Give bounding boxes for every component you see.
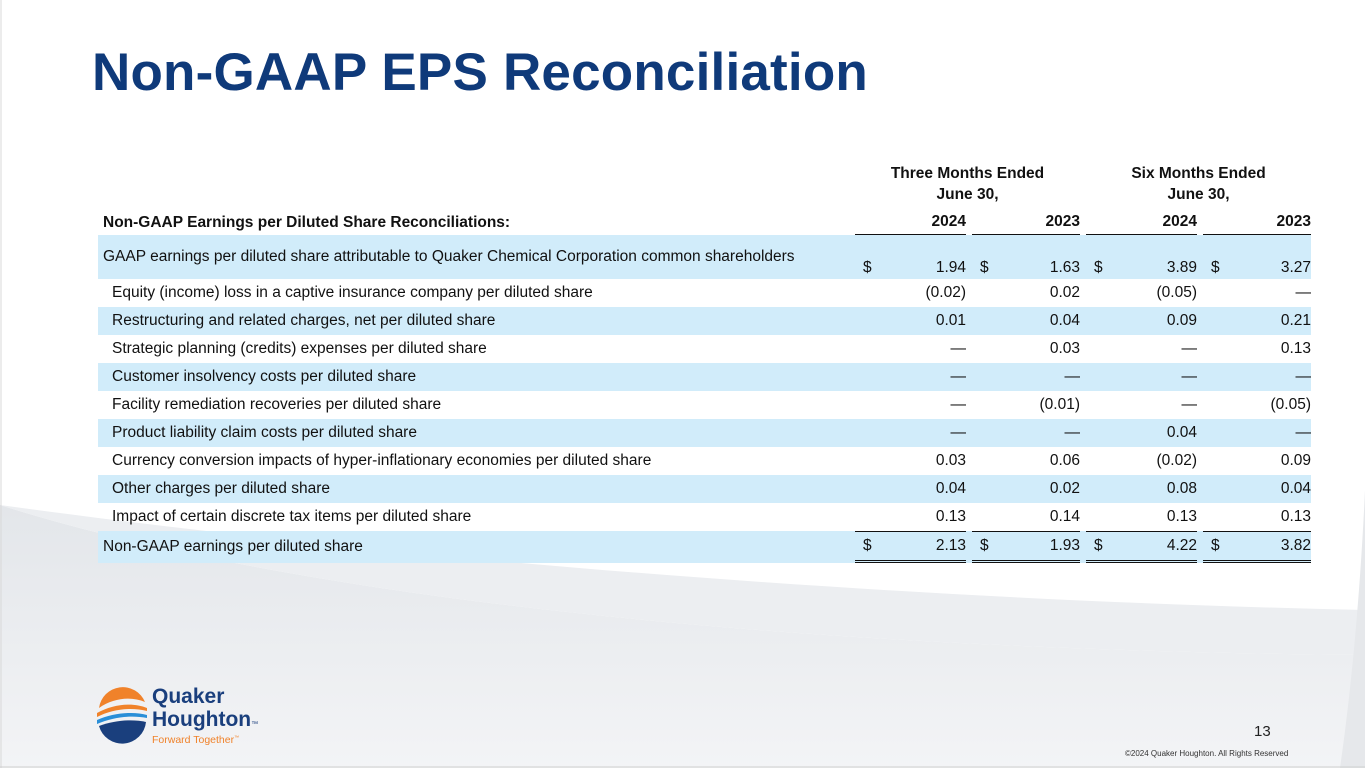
dollar-sign: $ <box>855 235 875 279</box>
row-label: Restructuring and related charges, net per diluted share <box>98 307 855 335</box>
copyright-notice: ©2024 Quaker Houghton. All Rights Reserved <box>1125 749 1289 758</box>
table-row <box>98 447 1311 475</box>
row-value: (0.05) <box>1156 284 1197 301</box>
row-value: — <box>875 419 966 447</box>
table-row <box>98 307 1311 335</box>
row-value: 0.02 <box>1049 284 1080 301</box>
logo-mark-icon <box>97 687 147 743</box>
quaker-houghton-logo <box>95 680 270 748</box>
dollar-sign: $ <box>1086 235 1106 279</box>
row-value: 0.08 <box>1106 475 1197 503</box>
row-value: — <box>1181 340 1197 357</box>
three-months-line1: Three Months Ended <box>890 165 1045 182</box>
year-header-row <box>98 205 1311 235</box>
row-value: 3.82 <box>1223 531 1311 563</box>
row-value: — <box>992 363 1080 391</box>
reconciliation-header-label: Non-GAAP Earnings per Diluted Share Reconciliations: <box>103 214 511 231</box>
year-header: 2023 <box>1203 205 1311 235</box>
row-value: 3.27 <box>1223 235 1311 279</box>
six-months-line2: June 30, <box>1167 186 1230 203</box>
row-value: — <box>992 419 1080 447</box>
row-label: Impact of certain discrete tax items per diluted share <box>112 508 472 525</box>
row-value: 0.13 <box>1280 508 1311 525</box>
slide-title: Non-GAAP EPS Reconciliation <box>92 43 868 102</box>
row-value: 2.13 <box>875 531 966 563</box>
total-row <box>98 531 1311 563</box>
row-value: — <box>1223 363 1311 391</box>
row-value: — <box>950 396 966 413</box>
row-value: 0.03 <box>935 452 966 469</box>
row-value: 0.02 <box>992 475 1080 503</box>
row-value: 0.04 <box>992 307 1080 335</box>
row-label: Product liability claim costs per diluted share <box>98 419 855 447</box>
period-header-row <box>98 163 1311 205</box>
logo-tm: ™ <box>251 721 259 728</box>
row-value: 0.03 <box>1049 340 1080 357</box>
dollar-sign: $ <box>972 235 992 279</box>
row-value: — <box>1181 396 1197 413</box>
page-number: 13 <box>1254 723 1271 740</box>
dollar-sign: $ <box>1203 235 1223 279</box>
row-value: (0.01) <box>1039 396 1080 413</box>
row-value: 0.04 <box>1106 419 1197 447</box>
row-value: 0.21 <box>1223 307 1311 335</box>
table-row <box>98 335 1311 363</box>
row-value: 0.01 <box>875 307 966 335</box>
year-header: 2024 <box>1086 205 1197 235</box>
dollar-sign: $ <box>1203 531 1223 563</box>
row-value: — <box>1223 419 1311 447</box>
row-label: GAAP earnings per diluted share attributable to Quaker Chemical Corporation common shareholders <box>98 235 855 279</box>
table-row <box>98 279 1311 307</box>
logo-tagline: Forward Together <box>152 734 235 746</box>
row-value: 0.04 <box>1223 475 1311 503</box>
row-value: 0.13 <box>935 508 966 525</box>
row-value: 0.14 <box>1049 508 1080 525</box>
row-label: Currency conversion impacts of hyper-inflationary economies per diluted share <box>112 452 652 469</box>
table-row <box>98 475 1311 503</box>
row-label: Facility remediation recoveries per diluted share <box>112 396 442 413</box>
three-months-header <box>855 163 1080 205</box>
svg-text:Forward Together™ <box>152 734 239 746</box>
row-value: 0.13 <box>1166 508 1197 525</box>
dollar-sign: $ <box>1086 531 1106 563</box>
row-value: 4.22 <box>1106 531 1197 563</box>
row-value: — <box>875 363 966 391</box>
row-label: Strategic planning (credits) expenses per diluted share <box>112 340 487 357</box>
eps-reconciliation-table <box>98 163 1311 563</box>
row-value: 0.04 <box>875 475 966 503</box>
six-months-header <box>1086 163 1311 205</box>
table-row <box>98 419 1311 447</box>
three-months-line2: June 30, <box>936 186 999 203</box>
row-value: — <box>950 340 966 357</box>
dollar-sign: $ <box>855 531 875 563</box>
row-value: 0.09 <box>1106 307 1197 335</box>
row-value: (0.02) <box>925 284 966 301</box>
row-label: Customer insolvency costs per diluted share <box>98 363 855 391</box>
row-value: 1.63 <box>992 235 1080 279</box>
table-row <box>98 235 1311 279</box>
row-value: 0.09 <box>1280 452 1311 469</box>
table-row <box>98 391 1311 419</box>
row-value: 1.94 <box>875 235 966 279</box>
logo-line2: Houghton <box>152 708 252 731</box>
row-value: 1.93 <box>992 531 1080 563</box>
row-value: — <box>1295 284 1311 301</box>
row-value: (0.05) <box>1270 396 1311 413</box>
logo-line1: Quaker <box>152 685 225 708</box>
row-label: Non-GAAP earnings per diluted share <box>98 531 855 563</box>
svg-text:Houghton™ <box>152 708 258 731</box>
six-months-line1: Six Months Ended <box>1131 165 1266 182</box>
logo-tagline-tm: ™ <box>234 735 240 741</box>
row-label: Other charges per diluted share <box>98 475 855 503</box>
row-value: 0.13 <box>1280 340 1311 357</box>
table-row <box>98 363 1311 391</box>
dollar-sign: $ <box>972 531 992 563</box>
row-value: 0.06 <box>1049 452 1080 469</box>
year-header: 2024 <box>855 205 966 235</box>
row-value: — <box>1106 363 1197 391</box>
row-value: (0.02) <box>1156 452 1197 469</box>
row-value: 3.89 <box>1106 235 1197 279</box>
year-header: 2023 <box>972 205 1080 235</box>
table-row <box>98 503 1311 531</box>
row-label: Equity (income) loss in a captive insurance company per diluted share <box>112 284 593 301</box>
